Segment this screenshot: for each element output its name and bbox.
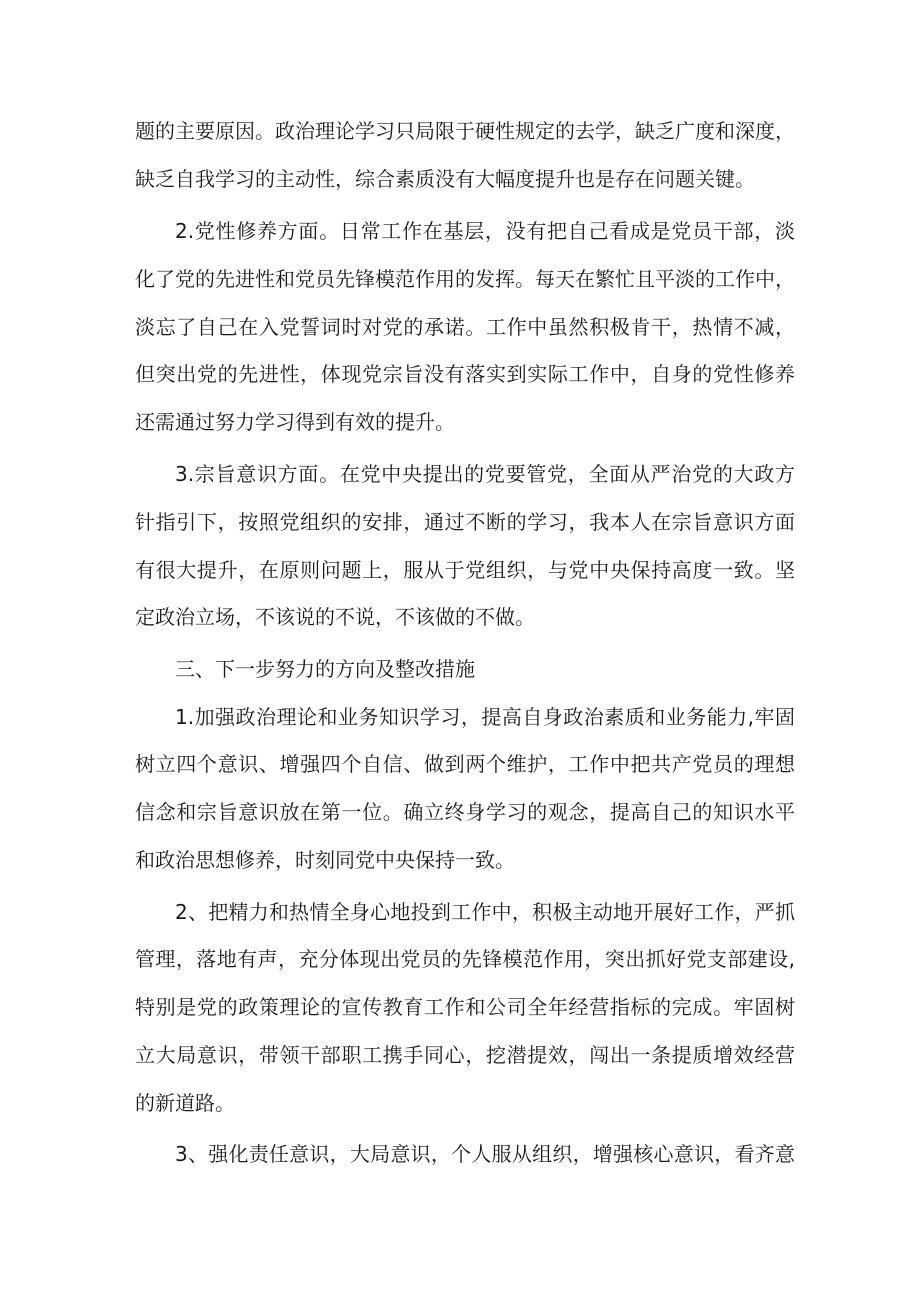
text-line: 淡忘了自己在入党誓词时对党的承诺。工作中虽然积极肯干，热情不减， <box>135 315 795 339</box>
text-line: 针指引下，按照党组织的安排，通过不断的学习，我本人在宗旨意识方面 <box>135 510 795 534</box>
text-line: 树立四个意识、增强四个自信、做到两个维护，工作中把共产党员的理想 <box>135 752 795 776</box>
text-line: 1.加强政治理论和业务知识学习，提高自身政治素质和业务能力,牢固 <box>175 705 795 729</box>
text-line: 2、把精力和热情全身心地投到工作中，积极主动地开展好工作，严抓 <box>175 900 795 924</box>
text-line: 化了党的先进性和党员先锋模范作用的发挥。每天在繁忙且平淡的工作中， <box>135 267 795 291</box>
text-line: 管理，落地有声，充分体现出党员的先锋模范作用，突出抓好党支部建设, <box>135 947 795 971</box>
text-line: 3.宗旨意识方面。在党中央提出的党要管党，全面从严治党的大政方 <box>175 462 795 486</box>
text-line: 的新道路。 <box>135 1091 235 1115</box>
text-line: 有很大提升，在原则问题上，服从于党组织，与党中央保持高度一致。坚 <box>135 558 795 582</box>
text-line: 题的主要原因。政治理论学习只局限于硬性规定的去学，缺乏广度和深度， <box>135 119 795 143</box>
text-line: 立大局意识，带领干部职工携手同心，挖潜提效，闯出一条提质增效经营 <box>135 1043 795 1067</box>
text-line: 2.党性修养方面。日常工作在基层，没有把自己看成是党员干部，淡 <box>175 219 795 243</box>
text-line: 和政治思想修养，时刻同党中央保持一致。 <box>135 848 515 872</box>
text-line: 定政治立场，不该说的不说，不该做的不做。 <box>135 605 535 629</box>
text-line: 还需通过努力学习得到有效的提升。 <box>135 410 455 434</box>
section-heading: 三、下一步努力的方向及整改措施 <box>175 657 475 681</box>
text-line: 但突出党的先进性，体现党宗旨没有落实到实际工作中，自身的党性修养 <box>135 362 795 386</box>
text-line: 3、强化责任意识，大局意识，个人服从组织，增强核心意识，看齐意 <box>175 1142 795 1166</box>
text-line: 信念和宗旨意识放在第一位。确立终身学习的观念，提高自己的知识水平 <box>135 800 795 824</box>
text-line: 特别是党的政策理论的宣传教育工作和公司全年经营指标的完成。牢固树 <box>135 995 795 1019</box>
text-line: 缺乏自我学习的主动性，综合素质没有大幅度提升也是存在问题关键。 <box>135 167 755 191</box>
